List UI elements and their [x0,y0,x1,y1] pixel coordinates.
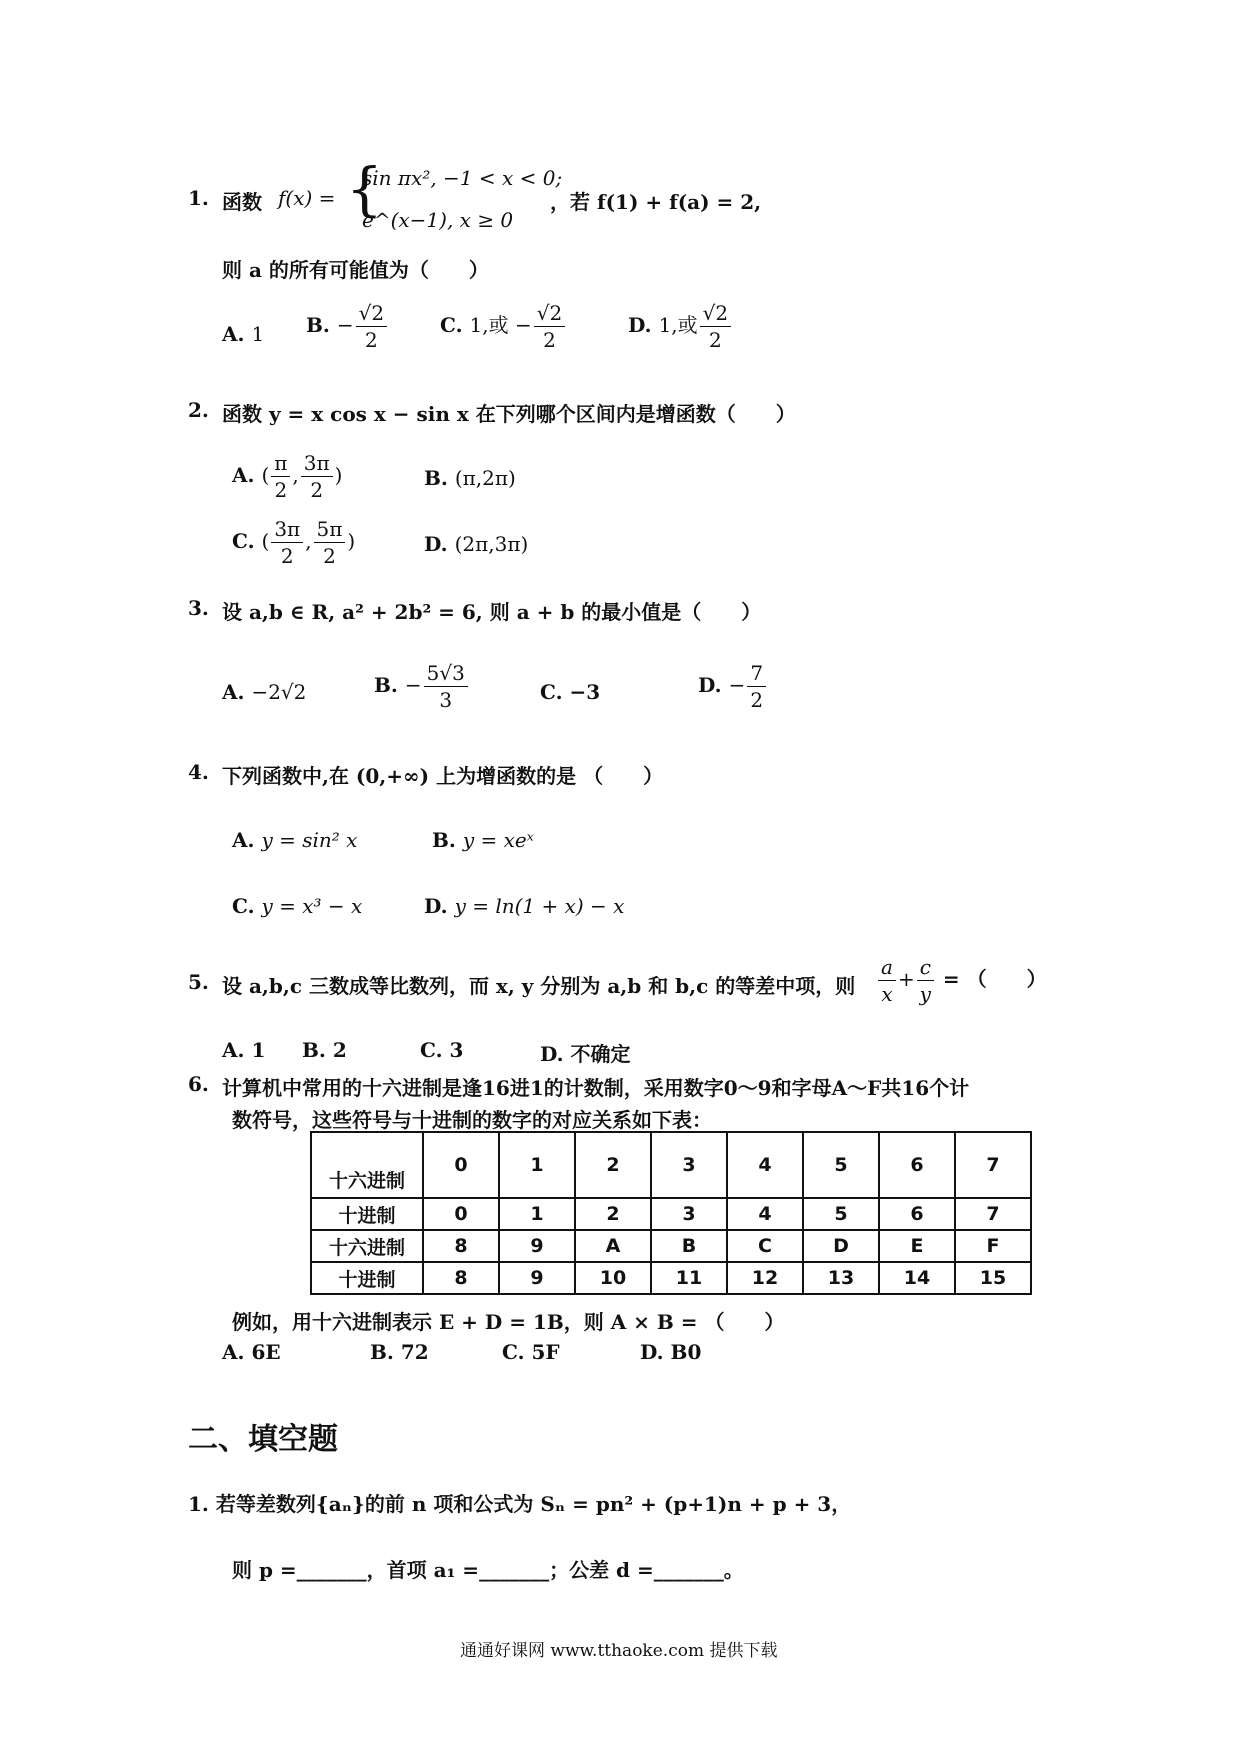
q4-option-b: B. y = xeˣ [432,828,534,852]
q3-option-b: B. − $\frac{5√3}{3}$ [374,660,470,713]
q5-number: 5. [188,970,209,994]
q3-option-d: D. − $\frac{7}{2}$ [698,660,768,713]
q1-condition: ，若 f(1) + f(a) = 2, [550,190,762,214]
q1-line-2: 则 a 的所有可能值为（ ） [222,258,489,282]
table-header-cell: 十六进制 [311,1132,423,1198]
table-header-cell: 十进制 [311,1262,423,1294]
table-cell: 7 [955,1132,1031,1198]
table-cell: 8 [423,1230,499,1262]
q1-case-2: e^(x−1), x ≥ 0 [362,208,514,232]
q4-option-a: A. y = sin² x [232,828,358,852]
q2-option-a: A. ( $\frac{\pi}{2}$ , $\frac{3\pi}{2}$ ) [232,451,343,502]
q6-example: 例如，用十六进制表示 E + D = 1B，则 A × B = （ ） [232,1310,785,1334]
q5-option-b: B. 2 [302,1038,347,1062]
table-cell: 1 [499,1198,575,1230]
table-cell: 3 [651,1132,727,1198]
q6-option-c: C. 5F [502,1340,560,1364]
q4-option-c: C. y = x³ − x [232,894,363,918]
q5-text: 设 a,b,c 三数成等比数列，而 x, y 分别为 a,b 和 b,c 的等差中项，则 [222,974,856,998]
table-cell: 7 [955,1198,1031,1230]
q6-option-b: B. 72 [370,1340,429,1364]
table-cell: 6 [879,1132,955,1198]
q5-option-c: C. 3 [420,1038,464,1062]
table-cell: B [651,1230,727,1262]
table-row [311,1262,1031,1294]
table-cell: 2 [575,1132,651,1198]
table-cell: 8 [423,1262,499,1294]
q1-brace: { [346,155,383,223]
hex-decimal-table [310,1131,1032,1295]
q1-option-d: D. 1,或 $\frac{√2}{2}$ [628,300,733,353]
table-header-cell: 十六进制 [311,1230,423,1262]
table-cell: 5 [803,1198,879,1230]
q1-option-c: C. 1,或 − $\frac{√2}{2}$ [440,300,567,353]
q6-option-d: D. B0 [640,1340,702,1364]
table-cell: F [955,1230,1031,1262]
q4-option-d: D. y = ln(1 + x) − x [424,894,625,918]
q1-function: f(x) = [278,186,336,210]
q5-fraction-expr: $\frac{a}{x}$ + $\frac{c}{y}$ = （ ） [876,954,1047,1007]
q2-option-c: C. ( $\frac{3\pi}{2}$ , $\frac{5\pi}{2}$ ) [232,517,356,568]
q6-line-1: 计算机中常用的十六进制是逢16进1的计数制，采用数字0～9和字母A～F共16个计 [222,1076,970,1100]
table-cell: 13 [803,1262,879,1294]
table-cell: 15 [955,1262,1031,1294]
q2-text: 函数 y = x cos x − sin x 在下列哪个区间内是增函数（ ） [222,402,796,426]
table-header-cell: 十进制 [311,1198,423,1230]
table-cell: C [727,1230,803,1262]
q3-number: 3. [188,596,209,620]
q1-case-1: sin πx², −1 < x < 0; [362,166,563,190]
q1-option-b: B. − $\frac{√2}{2}$ [306,300,389,353]
section-title: 二、填空题 [188,1422,338,1457]
table-cell: 9 [499,1230,575,1262]
q5-option-d: D. 不确定 [540,1042,631,1066]
table-cell: 9 [499,1262,575,1294]
table-cell: 4 [727,1198,803,1230]
table-cell: 6 [879,1198,955,1230]
q2-number: 2. [188,398,209,422]
table-cell: 12 [727,1262,803,1294]
q1-lead: 函数 [222,190,262,214]
table-cell: 10 [575,1262,651,1294]
q2-option-d: D. (2π,3π) [424,532,529,556]
table-cell: 14 [879,1262,955,1294]
table-cell: 11 [651,1262,727,1294]
fill-q1-line-1: 1. 若等差数列{aₙ}的前 n 项和公式为 Sₙ = pn² + (p+1)n + p + 3， [188,1492,852,1516]
q3-text: 设 a,b ∈ R, a² + 2b² = 6, 则 a + b 的最小值是（ ） [222,600,762,624]
q6-option-a: A. 6E [222,1340,281,1364]
q1-option-a: A. 1 [222,322,265,346]
q1-number: 1. [188,186,209,210]
page-footer: 通通好课网 www.tthaoke.com 提供下载 [460,1641,778,1661]
q6-number: 6. [188,1072,209,1096]
q4-number: 4. [188,760,209,784]
table-cell: 5 [803,1132,879,1198]
table-cell: 3 [651,1198,727,1230]
q3-option-c: C. −3 [540,680,601,704]
table-row [311,1198,1031,1230]
q3-option-a: A. −2√2 [222,680,307,704]
table-cell: A [575,1230,651,1262]
table-row [311,1230,1031,1262]
table-cell: 1 [499,1132,575,1198]
fill-q1-line-2: 则 p =_______，首项 a₁ =_______；公差 d =_______。 [232,1558,744,1582]
table-cell: 0 [423,1198,499,1230]
table-cell: 0 [423,1132,499,1198]
q4-text: 下列函数中,在 (0,+∞) 上为增函数的是 （ ） [222,764,664,788]
table-cell: D [803,1230,879,1262]
table-cell: 4 [727,1132,803,1198]
table-cell: 2 [575,1198,651,1230]
table-cell: E [879,1230,955,1262]
q2-option-b: B. (π,2π) [424,466,516,490]
q6-line-2: 数符号，这些符号与十进制的数字的对应关系如下表： [232,1108,712,1132]
table-row [311,1132,1031,1198]
q5-option-a: A. 1 [222,1038,266,1062]
